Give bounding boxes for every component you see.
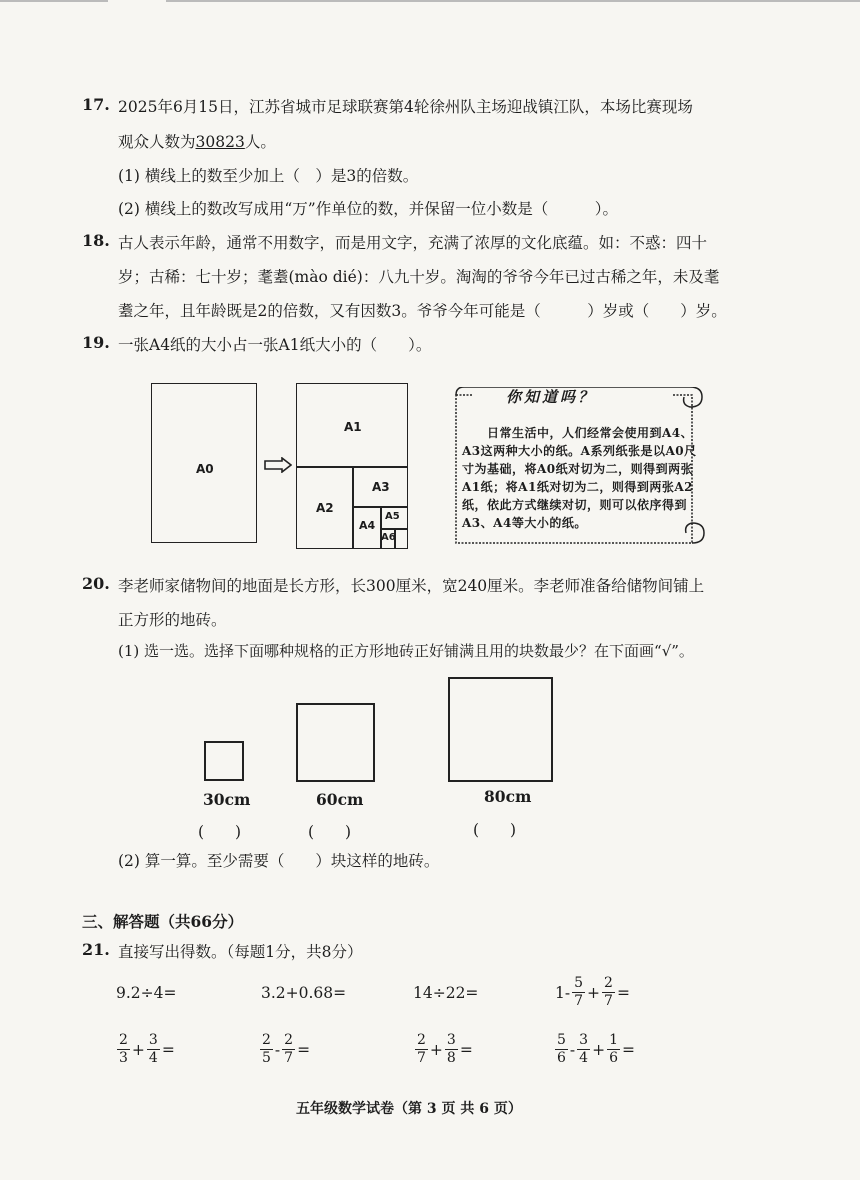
q18-line1: 古人表示年龄，通常不用数字，而是用文字，充满了浓厚的文化底蕴。如：不惑：四十 [118, 234, 708, 252]
expr-8: $\frac{5}{6}$ - $\frac{3}{4}$ + $\frac{1}{6}$ = [557, 1032, 636, 1066]
q17-line2 [118, 130, 276, 152]
a0-label: A0 [196, 462, 214, 476]
a1-label: A1 [344, 420, 362, 434]
a6-label: A6 [381, 532, 396, 543]
q17-number: 17. [82, 95, 110, 114]
a3-label: A3 [372, 480, 390, 494]
q20-number: 20. [82, 574, 110, 593]
tile-30cm [204, 741, 244, 781]
q19-text: 一张A4纸的大小占一张A1纸大小的（ ）。 [118, 336, 432, 354]
a4-label: A4 [359, 519, 376, 532]
tile-label: 30cm [203, 790, 251, 809]
q20-line1: 李老师家储物间的地面是长方形，长300厘米，宽240厘米。李老师准备给储物间铺上 [118, 577, 705, 595]
expr-2: 3.2+0.68= [261, 984, 347, 1002]
q17-sub2: (2) 横线上的数改写成用“万”作单位的数，并保留一位小数是（ ）。 [118, 200, 618, 218]
tile-answer-blank[interactable]: ( ) [473, 821, 517, 839]
expr-7: $\frac{2}{7}$ + $\frac{3}{8}$ = [417, 1032, 473, 1066]
q17-line2-post: 人。 [244, 133, 276, 151]
expr-6: $\frac{2}{5}$ - $\frac{2}{7}$ = [262, 1032, 311, 1066]
scan-edge [0, 0, 108, 2]
a5-label: A5 [385, 511, 400, 522]
tile-answer-blank[interactable]: ( ) [198, 823, 242, 841]
q19-number: 19. [82, 333, 110, 352]
tile-answer-blank[interactable]: ( ) [308, 823, 352, 841]
q18-line2: 岁；古稀：七十岁；耄耋(mào dié)：八九十岁。淘淘的爷爷今年已过古稀之年，未及耄 [118, 268, 720, 286]
arrow-right-icon [264, 457, 292, 473]
q18-number: 18. [82, 231, 110, 250]
tile-80cm [448, 677, 553, 782]
q17-value: 30823 [195, 133, 245, 151]
info-title: 你知道吗？ [506, 388, 597, 406]
q21-number: 21. [82, 940, 110, 959]
q21-text: 直接写出得数。（每题1分，共8分） [118, 943, 363, 961]
q17-line1: 2025年6月15日，江苏省城市足球联赛第4轮徐州队主场迎战镇江队，本场比赛现场 [118, 98, 693, 116]
scan-edge [166, 0, 860, 2]
q17-line2-pre: 观众人数为 [118, 133, 196, 151]
tile-60cm [296, 703, 375, 782]
expr-1: 9.2÷4= [116, 984, 177, 1002]
a2-label: A2 [316, 501, 334, 515]
q18-line3: 耋之年，且年龄既是2的倍数，又有因数3。爷爷今年可能是（ ）岁或（ ）岁。 [118, 302, 727, 320]
expr-5: $\frac{2}{3}$ + $\frac{3}{4}$ = [119, 1032, 175, 1066]
tile-label: 80cm [484, 787, 532, 806]
info-text: 日常生活中，人们经常会使用到A4、A3这两种大小的纸。A系列纸张是以A0尺寸为基础，将A0纸对切为二，则得到两张A1纸；将A1纸对切为二，则得到两张A2纸，依此方式继续对切，则可以依序得到A3、A4等大小的纸。 [462, 426, 697, 530]
expr-4: 1- $\frac{5}{7}$ + $\frac{2}{7}$ = [555, 975, 630, 1009]
q17-sub1: (1) 横线上的数至少加上（ ）是3的倍数。 [118, 167, 419, 185]
expr-3: 14÷22= [413, 984, 479, 1002]
page-footer: 五年级数学试卷（第 3 页 共 6 页） [296, 1101, 522, 1117]
section-title: 三、解答题（共66分） [82, 912, 244, 931]
tile-label: 60cm [316, 790, 364, 809]
q20-sub2: (2) 算一算。至少需要（ ）块这样的地砖。 [118, 852, 440, 870]
q20-sub1: (1) 选一选。选择下面哪种规格的正方形地砖正好铺满且用的块数最少？在下面画“√”。 [118, 642, 694, 660]
q20-line2: 正方形的地砖。 [118, 611, 227, 629]
